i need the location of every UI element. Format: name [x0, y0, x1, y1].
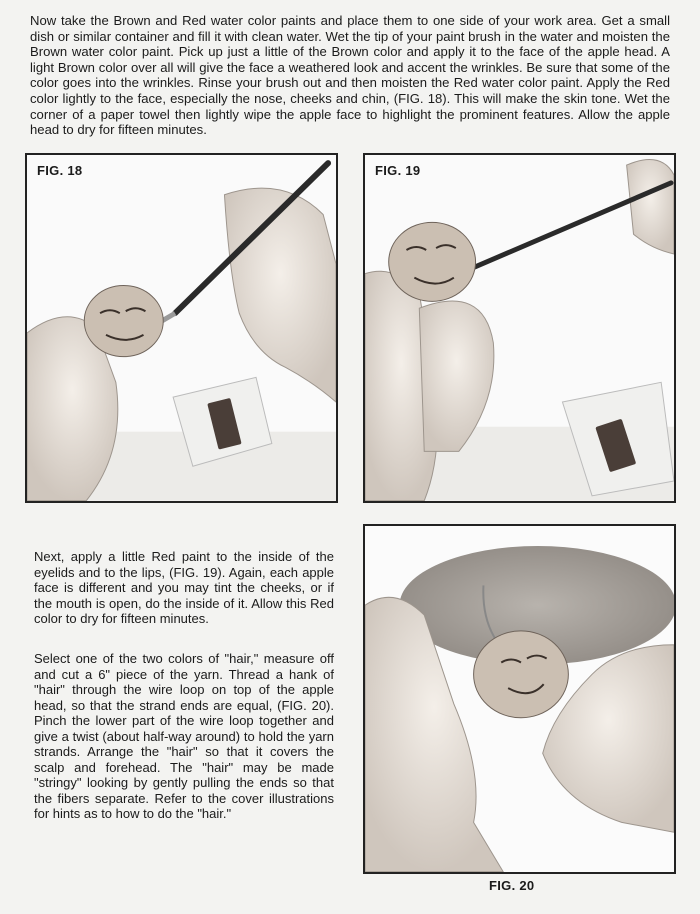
- figure-18-label: FIG. 18: [37, 163, 83, 178]
- apple-head: [84, 286, 163, 357]
- paragraph-hair: Select one of the two colors of "hair," measure off and cut a 6" piece of the yarn. Thread a hank of "hair" through the wire loop on top of the apple head, so that the strand ends are equal, (FIG. 20). Pinch the lower part of the wire loop together and give a twist (about half-way around) to hold the yarn strands. Arrange the "hair" so that it covers the scalp and forehead. The "hair" may be made "stringy" looking by gently pulling the ends so that the fibers separate. Refer to the cover illustrations for hints as to how to do the "hair.": [34, 651, 334, 821]
- figure-20-illustration: [365, 526, 674, 872]
- figure-20-caption: FIG. 20: [489, 878, 535, 893]
- figure-19-illustration: [365, 155, 674, 501]
- intro-paragraph: Now take the Brown and Red water color paints and place them to one side of your work area. Get a small dish or similar container and fill it with clean water. Wet the tip of your paint brush in the water and moisten the Brown water color paint. Pick up just a little of the Brown color and apply it to the face of the apple head. A light Brown color over all will give the face a weathered look and accent the wrinkles. Be sure that some of the color goes into the wrinkles. Rinse your brush out and then moisten the Red water color paint. Apply the Red color lightly to the face, especially the nose, cheeks and chin, (FIG. 18). This will make the skin tone. Wet the corner of a paper towel then lightly wipe the apple face to highlight the prominent features. Allow the apple head to dry for fifteen minutes.: [30, 13, 670, 138]
- figure-18-photo: [25, 153, 338, 503]
- figure-19-label: FIG. 19: [375, 163, 421, 178]
- apple-head: [389, 222, 476, 301]
- figure-19-photo: [363, 153, 676, 503]
- figure-18-illustration: [27, 155, 336, 501]
- figure-20-photo: [363, 524, 676, 874]
- paragraph-red-paint: Next, apply a little Red paint to the inside of the eyelids and to the lips, (FIG. 19). Again, each apple face is different and you may tint the cheeks, or if the mouth is open, do the inside of it. Allow this Red color to dry for fifteen minutes.: [34, 549, 334, 626]
- apple-head: [474, 631, 569, 718]
